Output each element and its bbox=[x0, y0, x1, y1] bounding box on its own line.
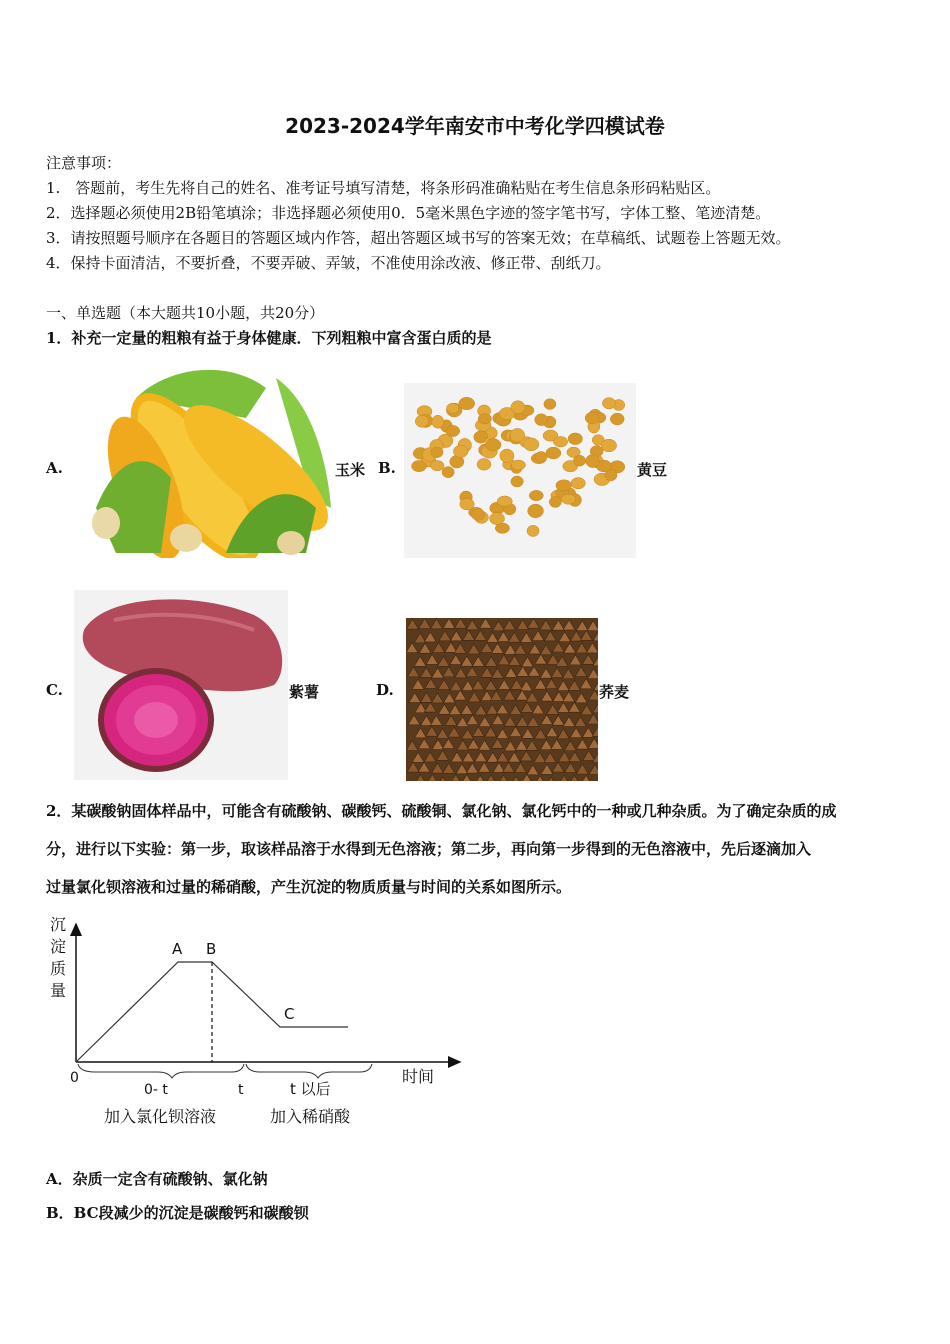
soybean bbox=[602, 398, 615, 409]
soybean bbox=[511, 476, 523, 487]
x-axis-label: 时间 bbox=[402, 1067, 435, 1086]
notice-heading: 注意事项： bbox=[46, 154, 122, 172]
q1-option-b-label: B. bbox=[378, 459, 396, 477]
soybean bbox=[442, 467, 454, 478]
q2-option-b: B．BC段减少的沉淀是碳酸钙和碳酸钡 bbox=[46, 1204, 309, 1222]
soybean bbox=[431, 447, 443, 458]
svg-text:质: 质 bbox=[50, 959, 67, 978]
soybean bbox=[610, 413, 624, 425]
brace-right bbox=[246, 1064, 372, 1078]
q1-option-a-label: A. bbox=[46, 459, 63, 477]
soybean bbox=[553, 436, 567, 447]
q2-stem-line-3: 过量氯化钡溶液和过量的稀硝酸，产生沉淀的物质质量与时间的关系如图所示。 bbox=[46, 878, 572, 896]
soybean bbox=[561, 494, 575, 504]
brace-left bbox=[78, 1064, 244, 1078]
purple-sweet-potato-image bbox=[74, 590, 288, 780]
soybean bbox=[500, 449, 514, 463]
soybean bbox=[535, 452, 547, 463]
notice-item-3: 3．请按照题号顺序在各题目的答题区域内作答，超出答题区域书写的答案无效；在草稿纸、试题卷上答题无效。 bbox=[46, 229, 791, 247]
soybean bbox=[460, 498, 475, 510]
q1-option-d-name: 荞麦 bbox=[599, 683, 630, 701]
svg-text:淀: 淀 bbox=[50, 937, 67, 956]
soybean bbox=[546, 447, 561, 459]
origin-label: 0 bbox=[70, 1070, 79, 1086]
soybean bbox=[497, 496, 512, 506]
precipitate-chart bbox=[40, 912, 480, 1142]
soybean bbox=[573, 455, 585, 466]
interval-2-caption: 加入稀硝酸 bbox=[270, 1107, 351, 1126]
svg-text:沉: 沉 bbox=[50, 915, 67, 934]
q1-option-c-label: C. bbox=[46, 681, 63, 699]
q2-stem bbox=[46, 792, 906, 906]
soybean bbox=[485, 439, 501, 451]
q1-option-d-label: D. bbox=[376, 681, 394, 699]
section-heading: 一、单选题（本大题共10小题，共20分） bbox=[46, 304, 325, 322]
soybean bbox=[471, 509, 484, 521]
interval-1-caption: 加入氯化钡溶液 bbox=[104, 1107, 217, 1126]
soybean bbox=[549, 497, 561, 508]
svg-text:量: 量 bbox=[50, 981, 67, 1000]
q2-stem-line-1: 2．某碳酸钠固体样品中，可能含有硫酸钠、碳酸钙、硫酸铜、氯化钠、氯化钙中的一种或几种杂质。为了确定杂质的成 bbox=[46, 802, 837, 820]
soybean bbox=[586, 454, 600, 467]
page-title: 2023-2024学年南安市中考化学四模试卷 bbox=[285, 114, 665, 138]
soybean bbox=[571, 478, 585, 489]
y-axis-label bbox=[50, 915, 66, 1000]
notice-item-2: 2．选择题必须使用2B铅笔填涂；非选择题必须使用0．5毫米黑色字迹的签字笔书写，字体工整、笔迹清楚。 bbox=[46, 204, 771, 222]
soybean bbox=[556, 480, 572, 491]
q1-option-b-name: 黄豆 bbox=[637, 461, 668, 479]
corn-image bbox=[76, 358, 334, 558]
interval-2-range: t 以后 bbox=[290, 1080, 331, 1098]
soybean bbox=[447, 403, 459, 413]
soybean bbox=[528, 504, 544, 518]
soybean-image bbox=[404, 383, 636, 558]
soybean bbox=[524, 438, 539, 451]
soybean bbox=[432, 415, 444, 428]
soybean bbox=[601, 439, 617, 452]
soybean bbox=[446, 425, 460, 436]
soybean bbox=[568, 433, 582, 445]
soybean bbox=[529, 490, 543, 500]
notice-item-4: 4．保持卡面清洁，不要折叠，不要弄破、弄皱，不准使用涂改液、修正带、刮纸刀。 bbox=[46, 254, 611, 272]
t-mark: t bbox=[238, 1082, 244, 1098]
interval-1-range: 0- t bbox=[144, 1082, 168, 1098]
buckwheat-image bbox=[406, 618, 598, 781]
soybean bbox=[453, 445, 468, 457]
soybean bbox=[478, 414, 491, 424]
soybean bbox=[415, 415, 428, 427]
point-label-b: B bbox=[206, 940, 217, 958]
soybean bbox=[544, 399, 556, 410]
soybean bbox=[474, 431, 488, 443]
q1-option-c-name: 紫薯 bbox=[289, 683, 320, 701]
point-label-a: A bbox=[172, 940, 183, 958]
soybean bbox=[477, 458, 491, 470]
soybean bbox=[412, 460, 427, 471]
soybean bbox=[490, 513, 505, 525]
soybean bbox=[511, 401, 525, 414]
soybean bbox=[511, 460, 525, 470]
soybean bbox=[459, 397, 475, 409]
q1-stem: 1．补充一定量的粗粮有益于身体健康．下列粗粮中富含蛋白质的是 bbox=[46, 329, 492, 347]
soybean bbox=[585, 412, 599, 424]
point-label-c: C bbox=[284, 1005, 295, 1023]
q1-option-a-name: 玉米 bbox=[335, 461, 366, 479]
soybean bbox=[535, 414, 548, 426]
soybean bbox=[431, 460, 445, 470]
soybean bbox=[527, 525, 539, 536]
notice-item-1: 1. 答题前，考生先将自己的姓名、准考证号填写清楚，将条形码准确粘贴在考生信息条形码粘贴区。 bbox=[46, 179, 721, 197]
q2-option-a: A．杂质一定含有硫酸钠、氯化钠 bbox=[46, 1170, 268, 1188]
q2-stem-line-2: 分，进行以下实验：第一步，取该样品溶于水得到无色溶液；第二步，再向第一步得到的无色溶液中，先后逐滴加入 bbox=[46, 840, 812, 858]
soybean bbox=[510, 428, 525, 442]
